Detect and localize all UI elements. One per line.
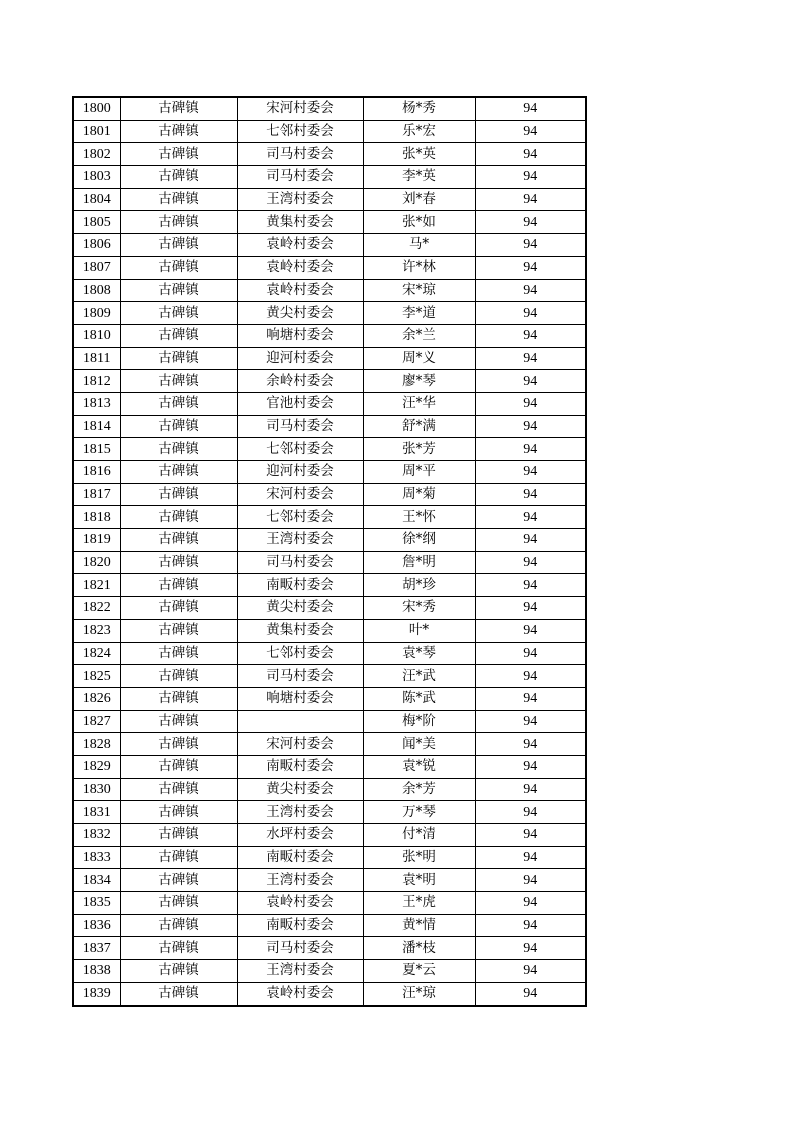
row-number-cell: 1831: [73, 801, 120, 824]
village-committee-cell: 司马村委会: [237, 166, 363, 189]
town-cell: 古碑镇: [120, 597, 237, 620]
town-cell: 古碑镇: [120, 392, 237, 415]
table-row: [73, 824, 586, 847]
village-committee-cell: 响塘村委会: [237, 687, 363, 710]
village-committee-cell: 南畈村委会: [237, 574, 363, 597]
village-committee-cell: 司马村委会: [237, 551, 363, 574]
village-committee-cell: 王湾村委会: [237, 188, 363, 211]
table-row: [73, 551, 586, 574]
table-row: [73, 347, 586, 370]
score-cell: 94: [475, 143, 586, 166]
person-name-cell: 夏*云: [363, 960, 475, 983]
row-number-cell: 1838: [73, 960, 120, 983]
roster-table: [72, 96, 587, 1007]
table-row: [73, 166, 586, 189]
village-committee-cell: 宋河村委会: [237, 483, 363, 506]
town-cell: 古碑镇: [120, 642, 237, 665]
village-committee-cell: 南畈村委会: [237, 755, 363, 778]
village-committee-cell: 黄集村委会: [237, 619, 363, 642]
person-name-cell: 杨*秀: [363, 97, 475, 120]
row-number-cell: 1827: [73, 710, 120, 733]
town-cell: 古碑镇: [120, 483, 237, 506]
village-committee-cell: 司马村委会: [237, 143, 363, 166]
person-name-cell: 梅*阶: [363, 710, 475, 733]
score-cell: 94: [475, 937, 586, 960]
table-row: [73, 529, 586, 552]
village-committee-cell: 七邻村委会: [237, 506, 363, 529]
village-committee-cell: 迎河村委会: [237, 347, 363, 370]
village-committee-cell: 七邻村委会: [237, 438, 363, 461]
table-row: [73, 846, 586, 869]
village-committee-cell: 余岭村委会: [237, 370, 363, 393]
table-row: [73, 324, 586, 347]
village-committee-cell: 黄尖村委会: [237, 778, 363, 801]
town-cell: 古碑镇: [120, 824, 237, 847]
table-row: [73, 801, 586, 824]
table-row: [73, 302, 586, 325]
village-committee-cell: 黄集村委会: [237, 211, 363, 234]
person-name-cell: 廖*琴: [363, 370, 475, 393]
score-cell: 94: [475, 846, 586, 869]
town-cell: 古碑镇: [120, 710, 237, 733]
row-number-cell: 1833: [73, 846, 120, 869]
row-number-cell: 1809: [73, 302, 120, 325]
table-row: [73, 665, 586, 688]
town-cell: 古碑镇: [120, 869, 237, 892]
town-cell: 古碑镇: [120, 801, 237, 824]
score-cell: 94: [475, 347, 586, 370]
score-cell: 94: [475, 619, 586, 642]
score-cell: 94: [475, 120, 586, 143]
village-committee-cell: 南畈村委会: [237, 846, 363, 869]
score-cell: 94: [475, 892, 586, 915]
town-cell: 古碑镇: [120, 234, 237, 257]
score-cell: 94: [475, 279, 586, 302]
person-name-cell: 舒*满: [363, 415, 475, 438]
person-name-cell: 万*琴: [363, 801, 475, 824]
person-name-cell: 周*平: [363, 461, 475, 484]
row-number-cell: 1801: [73, 120, 120, 143]
row-number-cell: 1802: [73, 143, 120, 166]
village-committee-cell: 司马村委会: [237, 665, 363, 688]
table-row: [73, 120, 586, 143]
village-committee-cell: 司马村委会: [237, 415, 363, 438]
village-committee-cell: 袁岭村委会: [237, 279, 363, 302]
town-cell: 古碑镇: [120, 733, 237, 756]
village-committee-cell: 袁岭村委会: [237, 234, 363, 257]
person-name-cell: 许*林: [363, 256, 475, 279]
score-cell: 94: [475, 755, 586, 778]
score-cell: 94: [475, 529, 586, 552]
table-row: [73, 461, 586, 484]
person-name-cell: 陈*武: [363, 687, 475, 710]
village-committee-cell: 七邻村委会: [237, 120, 363, 143]
score-cell: 94: [475, 824, 586, 847]
town-cell: 古碑镇: [120, 120, 237, 143]
row-number-cell: 1821: [73, 574, 120, 597]
town-cell: 古碑镇: [120, 256, 237, 279]
score-cell: 94: [475, 869, 586, 892]
row-number-cell: 1836: [73, 914, 120, 937]
town-cell: 古碑镇: [120, 665, 237, 688]
village-committee-cell: 官池村委会: [237, 392, 363, 415]
row-number-cell: 1811: [73, 347, 120, 370]
score-cell: 94: [475, 960, 586, 983]
table-row: [73, 642, 586, 665]
village-committee-cell: 王湾村委会: [237, 529, 363, 552]
town-cell: 古碑镇: [120, 960, 237, 983]
village-committee-cell: 王湾村委会: [237, 960, 363, 983]
table-row: [73, 914, 586, 937]
person-name-cell: 余*兰: [363, 324, 475, 347]
score-cell: 94: [475, 574, 586, 597]
town-cell: 古碑镇: [120, 302, 237, 325]
score-cell: 94: [475, 642, 586, 665]
table-row: [73, 188, 586, 211]
row-number-cell: 1830: [73, 778, 120, 801]
score-cell: 94: [475, 733, 586, 756]
table-row: [73, 574, 586, 597]
person-name-cell: 宋*秀: [363, 597, 475, 620]
person-name-cell: 乐*宏: [363, 120, 475, 143]
person-name-cell: 李*英: [363, 166, 475, 189]
town-cell: 古碑镇: [120, 914, 237, 937]
town-cell: 古碑镇: [120, 529, 237, 552]
town-cell: 古碑镇: [120, 574, 237, 597]
village-committee-cell: 袁岭村委会: [237, 982, 363, 1005]
town-cell: 古碑镇: [120, 347, 237, 370]
person-name-cell: 张*明: [363, 846, 475, 869]
score-cell: 94: [475, 665, 586, 688]
table-row: [73, 211, 586, 234]
row-number-cell: 1817: [73, 483, 120, 506]
row-number-cell: 1808: [73, 279, 120, 302]
row-number-cell: 1804: [73, 188, 120, 211]
table-row: [73, 392, 586, 415]
table-row: [73, 733, 586, 756]
village-committee-cell: 司马村委会: [237, 937, 363, 960]
score-cell: 94: [475, 710, 586, 733]
village-committee-cell: 黄尖村委会: [237, 302, 363, 325]
person-name-cell: 汪*琼: [363, 982, 475, 1005]
town-cell: 古碑镇: [120, 619, 237, 642]
score-cell: 94: [475, 234, 586, 257]
score-cell: 94: [475, 166, 586, 189]
table-row: [73, 892, 586, 915]
row-number-cell: 1825: [73, 665, 120, 688]
table-row: [73, 483, 586, 506]
person-name-cell: 李*道: [363, 302, 475, 325]
table-row: [73, 982, 586, 1005]
village-committee-cell: 王湾村委会: [237, 801, 363, 824]
person-name-cell: 黄*情: [363, 914, 475, 937]
row-number-cell: 1815: [73, 438, 120, 461]
town-cell: 古碑镇: [120, 937, 237, 960]
score-cell: 94: [475, 415, 586, 438]
person-name-cell: 袁*锐: [363, 755, 475, 778]
table-row: [73, 97, 586, 120]
row-number-cell: 1807: [73, 256, 120, 279]
person-name-cell: 徐*纲: [363, 529, 475, 552]
town-cell: 古碑镇: [120, 166, 237, 189]
score-cell: 94: [475, 324, 586, 347]
table-row: [73, 755, 586, 778]
table-row: [73, 597, 586, 620]
person-name-cell: 王*虎: [363, 892, 475, 915]
row-number-cell: 1814: [73, 415, 120, 438]
town-cell: 古碑镇: [120, 892, 237, 915]
row-number-cell: 1818: [73, 506, 120, 529]
table-row: [73, 234, 586, 257]
village-committee-cell: 迎河村委会: [237, 461, 363, 484]
table-row: [73, 687, 586, 710]
score-cell: 94: [475, 461, 586, 484]
town-cell: 古碑镇: [120, 279, 237, 302]
town-cell: 古碑镇: [120, 143, 237, 166]
row-number-cell: 1835: [73, 892, 120, 915]
person-name-cell: 马*: [363, 234, 475, 257]
town-cell: 古碑镇: [120, 778, 237, 801]
table-row: [73, 778, 586, 801]
person-name-cell: 汪*武: [363, 665, 475, 688]
score-cell: 94: [475, 597, 586, 620]
table-row: [73, 619, 586, 642]
person-name-cell: 张*英: [363, 143, 475, 166]
person-name-cell: 宋*琼: [363, 279, 475, 302]
row-number-cell: 1832: [73, 824, 120, 847]
town-cell: 古碑镇: [120, 755, 237, 778]
row-number-cell: 1822: [73, 597, 120, 620]
score-cell: 94: [475, 551, 586, 574]
village-committee-cell: 黄尖村委会: [237, 597, 363, 620]
table-row: [73, 370, 586, 393]
table-row: [73, 506, 586, 529]
village-committee-cell: 宋河村委会: [237, 733, 363, 756]
village-committee-cell: 七邻村委会: [237, 642, 363, 665]
row-number-cell: 1839: [73, 982, 120, 1005]
row-number-cell: 1806: [73, 234, 120, 257]
table-row: [73, 279, 586, 302]
person-name-cell: 胡*珍: [363, 574, 475, 597]
score-cell: 94: [475, 256, 586, 279]
score-cell: 94: [475, 483, 586, 506]
person-name-cell: 闻*美: [363, 733, 475, 756]
table-row: [73, 256, 586, 279]
table-row: [73, 415, 586, 438]
town-cell: 古碑镇: [120, 415, 237, 438]
row-number-cell: 1812: [73, 370, 120, 393]
village-committee-cell: 响塘村委会: [237, 324, 363, 347]
score-cell: 94: [475, 188, 586, 211]
row-number-cell: 1819: [73, 529, 120, 552]
row-number-cell: 1829: [73, 755, 120, 778]
score-cell: 94: [475, 97, 586, 120]
person-name-cell: 袁*明: [363, 869, 475, 892]
village-committee-cell: 袁岭村委会: [237, 256, 363, 279]
village-committee-cell: 袁岭村委会: [237, 892, 363, 915]
town-cell: 古碑镇: [120, 324, 237, 347]
town-cell: 古碑镇: [120, 438, 237, 461]
roster-table-body: [73, 97, 586, 1006]
score-cell: 94: [475, 302, 586, 325]
row-number-cell: 1813: [73, 392, 120, 415]
table-row: [73, 869, 586, 892]
village-committee-cell: [237, 710, 363, 733]
village-committee-cell: 王湾村委会: [237, 869, 363, 892]
person-name-cell: 付*清: [363, 824, 475, 847]
town-cell: 古碑镇: [120, 370, 237, 393]
score-cell: 94: [475, 211, 586, 234]
row-number-cell: 1834: [73, 869, 120, 892]
person-name-cell: 刘*春: [363, 188, 475, 211]
town-cell: 古碑镇: [120, 188, 237, 211]
town-cell: 古碑镇: [120, 506, 237, 529]
row-number-cell: 1828: [73, 733, 120, 756]
table-row: [73, 143, 586, 166]
village-committee-cell: 南畈村委会: [237, 914, 363, 937]
score-cell: 94: [475, 438, 586, 461]
row-number-cell: 1820: [73, 551, 120, 574]
score-cell: 94: [475, 392, 586, 415]
row-number-cell: 1826: [73, 687, 120, 710]
village-committee-cell: 水坪村委会: [237, 824, 363, 847]
town-cell: 古碑镇: [120, 551, 237, 574]
person-name-cell: 汪*华: [363, 392, 475, 415]
score-cell: 94: [475, 506, 586, 529]
person-name-cell: 张*如: [363, 211, 475, 234]
table-row: [73, 438, 586, 461]
village-committee-cell: 宋河村委会: [237, 97, 363, 120]
person-name-cell: 袁*琴: [363, 642, 475, 665]
score-cell: 94: [475, 370, 586, 393]
town-cell: 古碑镇: [120, 846, 237, 869]
table-row: [73, 937, 586, 960]
person-name-cell: 潘*枝: [363, 937, 475, 960]
person-name-cell: 詹*明: [363, 551, 475, 574]
town-cell: 古碑镇: [120, 461, 237, 484]
town-cell: 古碑镇: [120, 97, 237, 120]
person-name-cell: 余*芳: [363, 778, 475, 801]
row-number-cell: 1800: [73, 97, 120, 120]
score-cell: 94: [475, 778, 586, 801]
row-number-cell: 1823: [73, 619, 120, 642]
row-number-cell: 1805: [73, 211, 120, 234]
person-name-cell: 周*义: [363, 347, 475, 370]
score-cell: 94: [475, 982, 586, 1005]
table-row: [73, 960, 586, 983]
person-name-cell: 周*菊: [363, 483, 475, 506]
row-number-cell: 1816: [73, 461, 120, 484]
town-cell: 古碑镇: [120, 687, 237, 710]
table-row: [73, 710, 586, 733]
row-number-cell: 1810: [73, 324, 120, 347]
score-cell: 94: [475, 914, 586, 937]
person-name-cell: 王*怀: [363, 506, 475, 529]
row-number-cell: 1824: [73, 642, 120, 665]
score-cell: 94: [475, 801, 586, 824]
town-cell: 古碑镇: [120, 211, 237, 234]
row-number-cell: 1803: [73, 166, 120, 189]
person-name-cell: 张*芳: [363, 438, 475, 461]
town-cell: 古碑镇: [120, 982, 237, 1005]
row-number-cell: 1837: [73, 937, 120, 960]
person-name-cell: 叶*: [363, 619, 475, 642]
score-cell: 94: [475, 687, 586, 710]
